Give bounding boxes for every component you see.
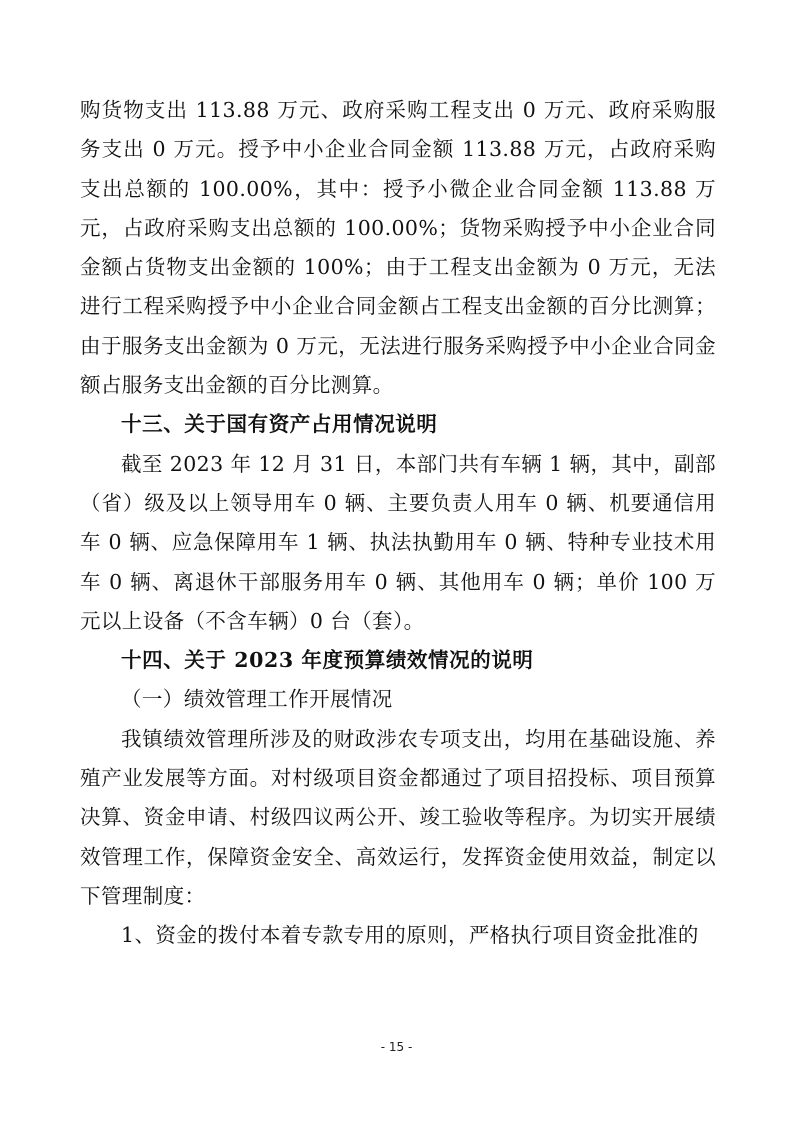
performance-subheading: （一）绩效管理工作开展情况 — [121, 687, 393, 712]
section-13-heading: 十三、关于国有资产占用情况说明 — [121, 412, 438, 437]
procurement-summary-paragraph: 购货物支出 113.88 万元、政府采购工程支出 0 万元、政府采购服务支出 0 万元。授予中小企业合同金额 113.88 万元，占政府采购支出总额的 100.00%，其中：授予小微企业合同金额 113.88 万元，占政府采购支出总额的 100.00%；货物采购授予中小企业合同金额占货物支出金额的 100%；由于工程支出金额为 0 万元，无法进行工程采购授予中小企业合同金额占工程支出金额的百分比测算；由于服务支出金额为 0 万元，无法进行服务采购授予中小企业合同金额占服务支出金额的百分比测算。 — [80, 98, 716, 398]
document-page — [80, 91, 716, 956]
state-assets-paragraph: 截至 2023 年 12 月 31 日，本部门共有车辆 1 辆，其中，副部（省）级及以上领导用车 0 辆、主要负责人用车 0 辆、机要通信用车 0 辆、应急保障用车 1 辆、执法执勤用车 0 辆、特种专业技术用车 0 辆、离退休干部服务用车 0 辆、其他用车 0 辆；单价 100 万元以上设备（不含车辆）0 台（套）。 — [80, 451, 716, 633]
section-14-heading: 十四、关于 2023 年度预算绩效情况的说明 — [121, 648, 534, 673]
fund-rule-1-paragraph: 1、资金的拨付本着专款专用的原则，严格执行项目资金批准的 — [121, 923, 699, 948]
page-number: - 15 - — [380, 1040, 413, 1054]
performance-management-paragraph: 我镇绩效管理所涉及的财政涉农专项支出，均用在基础设施、养殖产业发展等方面。对村级项目资金都通过了项目招投标、项目预算决算、资金申请、村级四议两公开、竣工验收等程序。为切实开展绩效管理工作，保障资金安全、高效运行，发挥资金使用效益，制定以下管理制度： — [80, 726, 716, 908]
